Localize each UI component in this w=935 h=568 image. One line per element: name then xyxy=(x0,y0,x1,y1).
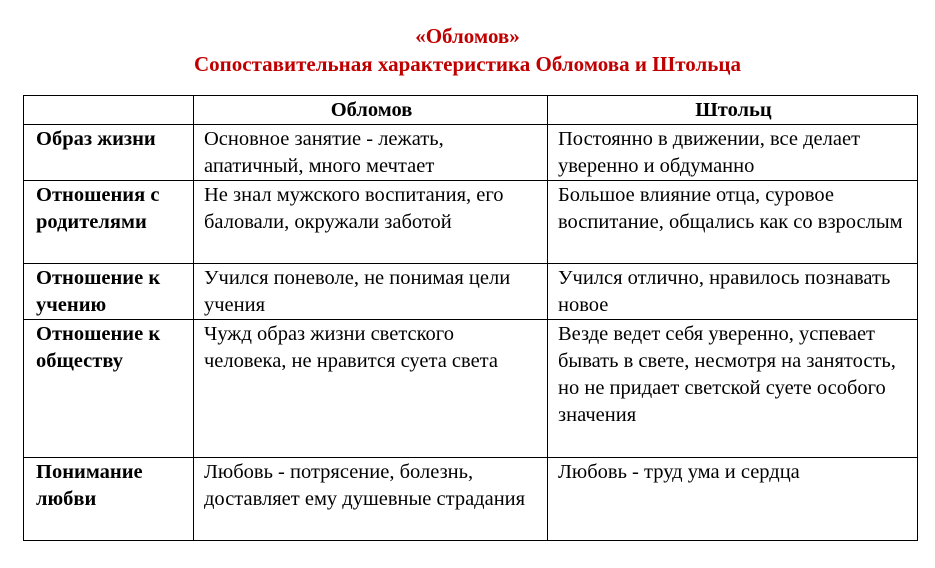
title-line-1: «Обломов» xyxy=(415,24,520,48)
stolz-cell: Постоянно в движении, все делает уверенно и обдуманно xyxy=(548,125,918,181)
row-label: Отношение к обществу xyxy=(24,320,194,458)
stolz-cell: Любовь - труд ума и сердца xyxy=(548,458,918,541)
stolz-cell: Большое влияние отца, суровое воспитание, общались как со взрослым xyxy=(548,181,918,264)
row-label: Отношение к учению xyxy=(24,264,194,320)
table-header-row xyxy=(24,96,918,125)
oblomov-cell: Основное занятие - лежать, апатичный, много мечтает xyxy=(194,125,548,181)
table-row xyxy=(24,320,918,458)
header-oblomov: Обломов xyxy=(194,96,548,125)
oblomov-cell: Чужд образ жизни светского человека, не нравится суета света xyxy=(194,320,548,458)
row-label: Отношения с родителями xyxy=(24,181,194,264)
table-row xyxy=(24,125,918,181)
row-label: Понимание любви xyxy=(24,458,194,541)
oblomov-cell: Учился поневоле, не понимая цели учения xyxy=(194,264,548,320)
table-row xyxy=(24,458,918,541)
stolz-cell: Учился отлично, нравилось познавать новое xyxy=(548,264,918,320)
title-line-2: Сопоставительная характеристика Обломова и Штольца xyxy=(194,52,741,76)
header-stolz: Штольц xyxy=(548,96,918,125)
header-empty xyxy=(24,96,194,125)
stolz-cell: Везде ведет себя уверенно, успевает бывать в свете, несмотря на занятость, но не придает светской суете особого значения xyxy=(548,320,918,458)
oblomov-cell: Не знал мужского воспитания, его баловали, окружали заботой xyxy=(194,181,548,264)
table-row xyxy=(24,181,918,264)
row-label: Образ жизни xyxy=(24,125,194,181)
document-title xyxy=(0,22,935,78)
oblomov-cell: Любовь - потрясение, болезнь, доставляет ему душевные страдания xyxy=(194,458,548,541)
table-row xyxy=(24,264,918,320)
comparison-table xyxy=(23,95,918,541)
